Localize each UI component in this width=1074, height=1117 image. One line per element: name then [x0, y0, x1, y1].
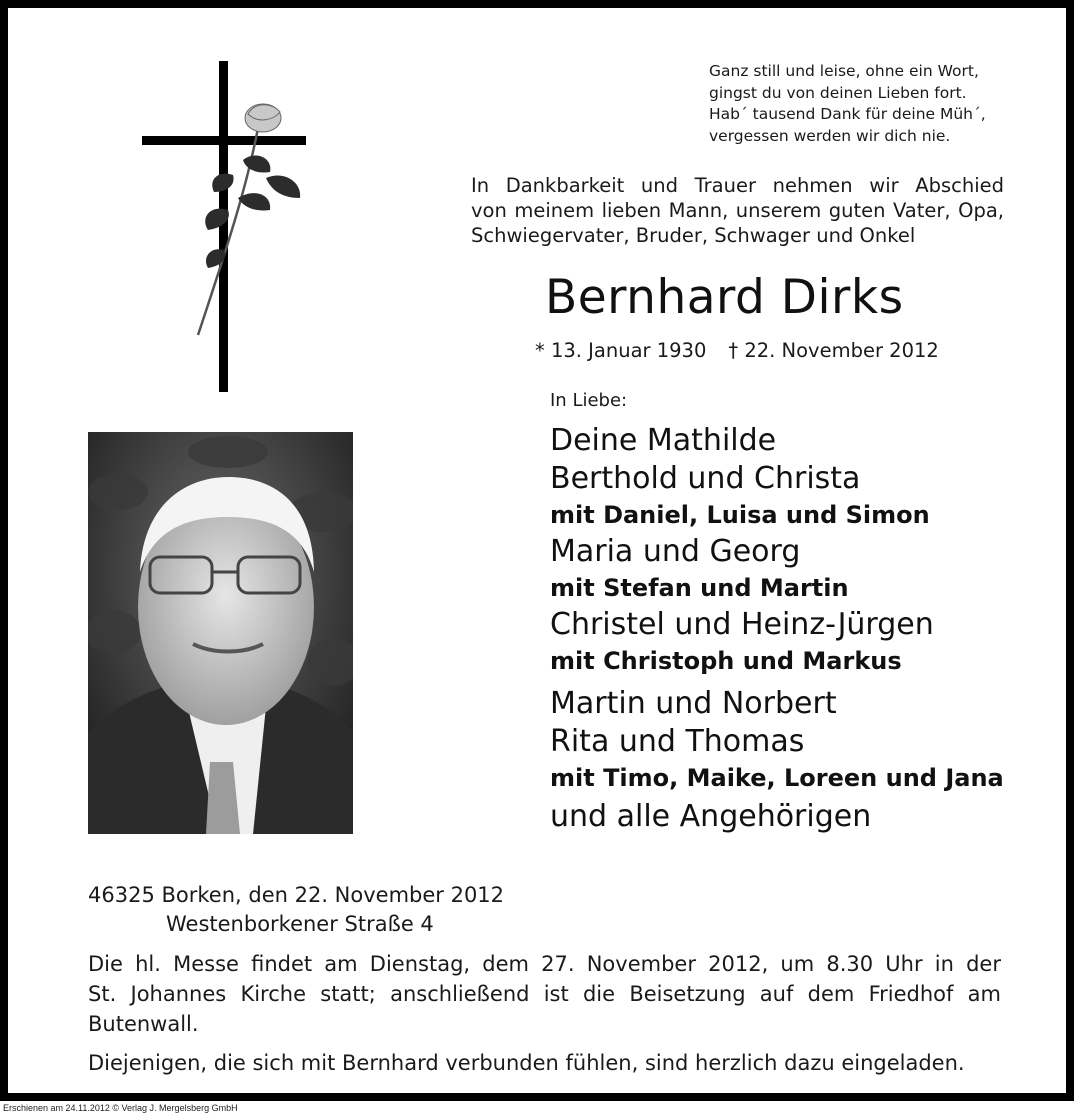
poem-line: Hab´ tausend Dank für deine Müh´, [709, 105, 986, 123]
rose-icon [188, 100, 308, 340]
mourners-list [550, 422, 1050, 836]
deceased-name: Bernhard Dirks [545, 270, 904, 325]
publication-footer: Erschienen am 24.11.2012 © Verlag J. Mergelsberg GmbH [3, 1103, 238, 1113]
poem-line: vergessen werden wir dich nie. [709, 126, 951, 145]
mourner-subline: mit Daniel, Luisa und Simon [550, 501, 930, 529]
street-address: Westenborkener Straße 4 [166, 912, 434, 936]
life-dates [535, 338, 939, 364]
intro-line: In Dankbarkeit und Trauer nehmen wir Abschied [471, 174, 1004, 197]
mourner-line: Maria und Georg [550, 534, 801, 569]
mourner-subline: mit Christoph und Markus [550, 647, 902, 675]
poem-line: gingst du von deinen Lieben fort. [709, 83, 967, 102]
mourner-subline: mit Stefan und Martin [550, 574, 849, 602]
service-info [88, 949, 1001, 1039]
death-date: † 22. November 2012 [728, 339, 939, 362]
poem-line: Ganz still und leise, ohne ein Wort, [709, 62, 979, 80]
intro-line: von meinem lieben Mann, unserem guten Vater, Opa, [471, 199, 1004, 222]
invitation-text: Diejenigen, die sich mit Bernhard verbunden fühlen, sind herzlich dazu eingeladen. [88, 1051, 965, 1075]
service-line: Die hl. Messe findet am Dienstag, dem 27. November 2012, um 8.30 Uhr in der [88, 952, 1001, 976]
portrait-photo [88, 432, 353, 834]
farewell-intro [471, 173, 1004, 248]
mourner-subline: mit Timo, Maike, Loreen und Jana [550, 764, 1004, 792]
mourner-line: und alle Angehörigen [550, 799, 872, 834]
service-line: Butenwall. [88, 1012, 199, 1036]
place-date: 46325 Borken, den 22. November 2012 [88, 883, 505, 907]
mourner-line: Deine Mathilde [550, 423, 777, 458]
intro-line: Schwiegervater, Bruder, Schwager und Onkel [471, 224, 916, 247]
mourners-intro: In Liebe: [550, 390, 628, 411]
mourner-line: Rita und Thomas [550, 724, 805, 759]
mourner-line: Berthold und Christa [550, 461, 861, 496]
birth-date: * 13. Januar 1930 [535, 339, 707, 362]
poem [709, 61, 1009, 147]
service-line: St. Johannes Kirche statt; anschließend ist die Beisetzung auf dem Friedhof am [88, 982, 1001, 1006]
mourner-line: Martin und Norbert [550, 686, 837, 721]
mourner-line: Christel und Heinz-Jürgen [550, 607, 934, 642]
